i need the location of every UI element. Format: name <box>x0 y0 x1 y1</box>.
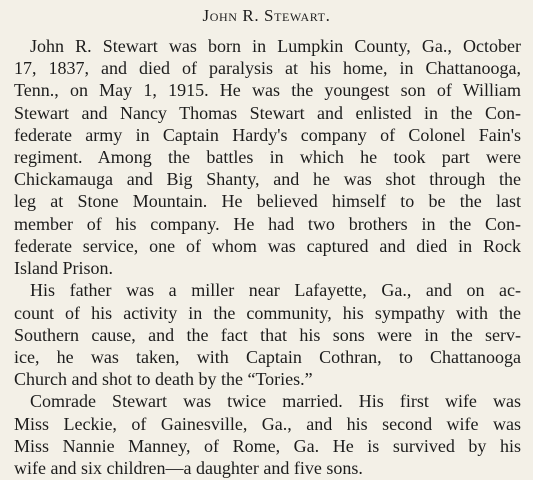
paragraph-1-line-2: 17, 1837, and died of paralysis at his home, in Chattanooga, <box>14 58 521 78</box>
paragraph-1-line-4: Stewart and Nancy Thomas Stewart and enlisted in the Con- <box>14 103 521 123</box>
paragraph-3-line-4: wife and six children—a daughter and five sons. <box>14 458 363 478</box>
paragraph-3-line-3: Miss Nannie Manney, of Rome, Ga. He is survived by his <box>14 436 521 456</box>
paragraph-2-line-4: ice, he was taken, with Captain Cothran, to Chattanooga <box>14 347 521 367</box>
paragraph-1-line-7: Chickamauga and Big Shanty, and he was shot through the <box>14 169 521 189</box>
paragraph-2-line-2: count of his activity in the community, his sympathy with the <box>14 303 521 323</box>
paragraph-1-line-10: federate service, one of whom was captured and died in Rock <box>14 236 521 256</box>
paragraph-3-line-2: Miss Leckie, of Gainesville, Ga., and his second wife was <box>14 414 521 434</box>
paragraph-1-line-9: member of his company. He had two brothers in the Con- <box>14 214 521 234</box>
paragraph-2-line-3: Southern cause, and the fact that his sons were in the serv- <box>14 325 521 345</box>
paragraph-1-line-3: Tenn., on May 1, 1915. He was the youngest son of William <box>14 80 521 100</box>
paragraph-1-line-1: John R. Stewart was born in Lumpkin County, Ga., October <box>30 36 521 56</box>
obituary-heading: John R. Stewart. <box>202 6 331 25</box>
paragraph-1-line-6: regiment. Among the battles in which he took part were <box>14 147 521 167</box>
paragraph-1-line-8: leg at Stone Mountain. He believed himself to be the last <box>14 191 521 211</box>
paragraph-2-line-1: His father was a miller near Lafayette, Ga., and on ac- <box>30 280 521 300</box>
paragraph-1-line-5: federate army in Captain Hardy's company of Colonel Fain's <box>14 125 521 145</box>
paragraph-3-line-1: Comrade Stewart was twice married. His first wife was <box>30 391 521 411</box>
paragraph-2-line-5: Church and shot to death by the “Tories.” <box>14 369 313 389</box>
paragraph-1-line-11: Island Prison. <box>14 258 113 278</box>
